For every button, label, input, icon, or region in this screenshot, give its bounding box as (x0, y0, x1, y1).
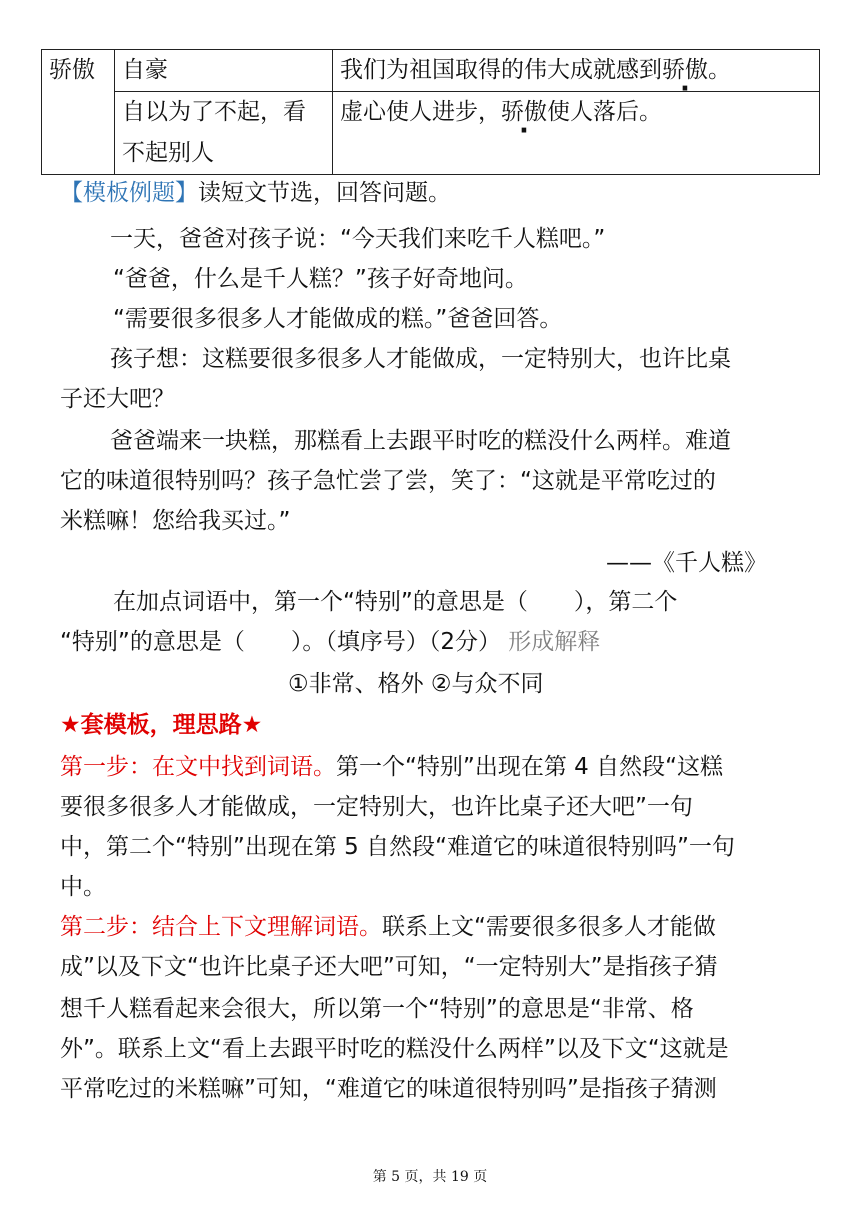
step1-title: 第一步：在文中找到词语。 (60, 754, 336, 780)
word-cell: 骄傲 (42, 50, 115, 175)
passage-source: ——《千人糕》 (606, 550, 767, 576)
step2-line (60, 910, 716, 944)
passage-paragraph: 孩子想：这糕要很多很多人才能做成，一定特别大，也许比桌 (110, 346, 731, 372)
passage-paragraph: “爸爸，什么是千人糕？”孩子好奇地问。 (113, 266, 528, 292)
passage-paragraph: 它的味道很特别吗？孩子急忙尝了尝，笑了：“这就是平常吃过的 (60, 468, 716, 494)
meaning-cell: 自豪 (115, 50, 333, 92)
passage-paragraph: 米糕嘛！您给我买过。” (60, 508, 291, 534)
template-example-tag: 【模板例题】 (60, 180, 198, 206)
step2-line: 外”。联系上文“看上去跟平时吃的糕没什么两样”以及下文“这就是 (60, 1036, 729, 1062)
passage-paragraph: 爸爸端来一块糕，那糕看上去跟平时吃的糕没什么两样。难道 (110, 428, 731, 454)
step1-line: 中，第二个“特别”出现在第 5 自然段“难道它的味道很特别吗”一句 (60, 834, 735, 860)
step2-line: 成”以及下文“也许比桌子还大吧”可知，“一定特别大”是指孩子猜 (60, 954, 718, 980)
table-row (42, 92, 820, 175)
vocabulary-table (41, 49, 820, 175)
emphasized-word: 骄傲 (501, 99, 547, 125)
question-text: 在加点词语中，第一个“特别”的意思是（ ），第二个 (113, 589, 678, 615)
passage-paragraph: “需要很多很多人才能做成的糕。”爸爸回答。 (113, 306, 563, 332)
template-heading: ★套模板，理思路★ (60, 712, 263, 738)
step2-text: 联系上文“需要很多很多人才能做 (382, 914, 716, 940)
passage-paragraph: 子还大吧？ (60, 386, 175, 412)
table-row (42, 50, 820, 92)
meaning-cell (115, 92, 333, 175)
question-text (60, 625, 600, 659)
example-text: 。 (708, 57, 731, 83)
page-footer: 第 5 页，共 19 页 (372, 1169, 488, 1185)
question-text-line: “特别”的意思是（ ）。（填序号）（2分） (60, 629, 501, 655)
meaning-line: 自以为了不起，看 (122, 99, 306, 125)
step2-line: 想千人糕看起来会很大，所以第一个“特别”的意思是“非常、格 (60, 996, 694, 1022)
question-type-tag: 形成解释 (508, 629, 601, 655)
example-cell (333, 50, 820, 92)
step2-line: 平常吃过的米糕嘛”可知，“难道它的味道很特别吗”是指孩子猜测 (60, 1076, 717, 1102)
example-text: 我们为祖国取得的伟大成就感到 (340, 57, 662, 83)
step1-line: 中。 (60, 874, 106, 900)
passage-paragraph: 一天，爸爸对孩子说：“今天我们来吃千人糕吧。” (110, 226, 606, 252)
step1-line (60, 750, 723, 784)
example-text: 虚心使人进步， (340, 99, 501, 125)
step2-title: 第二步：结合上下文理解词语。 (60, 914, 382, 940)
example-text: 使人落后。 (547, 99, 662, 125)
emphasized-word: 骄傲 (662, 57, 708, 83)
example-cell (333, 92, 820, 175)
meaning-line: 不起别人 (122, 140, 214, 166)
step1-line: 要很多很多人才能做成，一定特别大，也许比桌子还大吧”一句 (60, 794, 693, 820)
intro-line (60, 176, 451, 210)
intro-text: 读短文节选，回答问题。 (198, 180, 451, 206)
answer-options: ①非常、格外 ②与众不同 (288, 671, 544, 697)
step1-text: 第一个“特别”出现在第 4 自然段“这糕 (336, 754, 724, 780)
